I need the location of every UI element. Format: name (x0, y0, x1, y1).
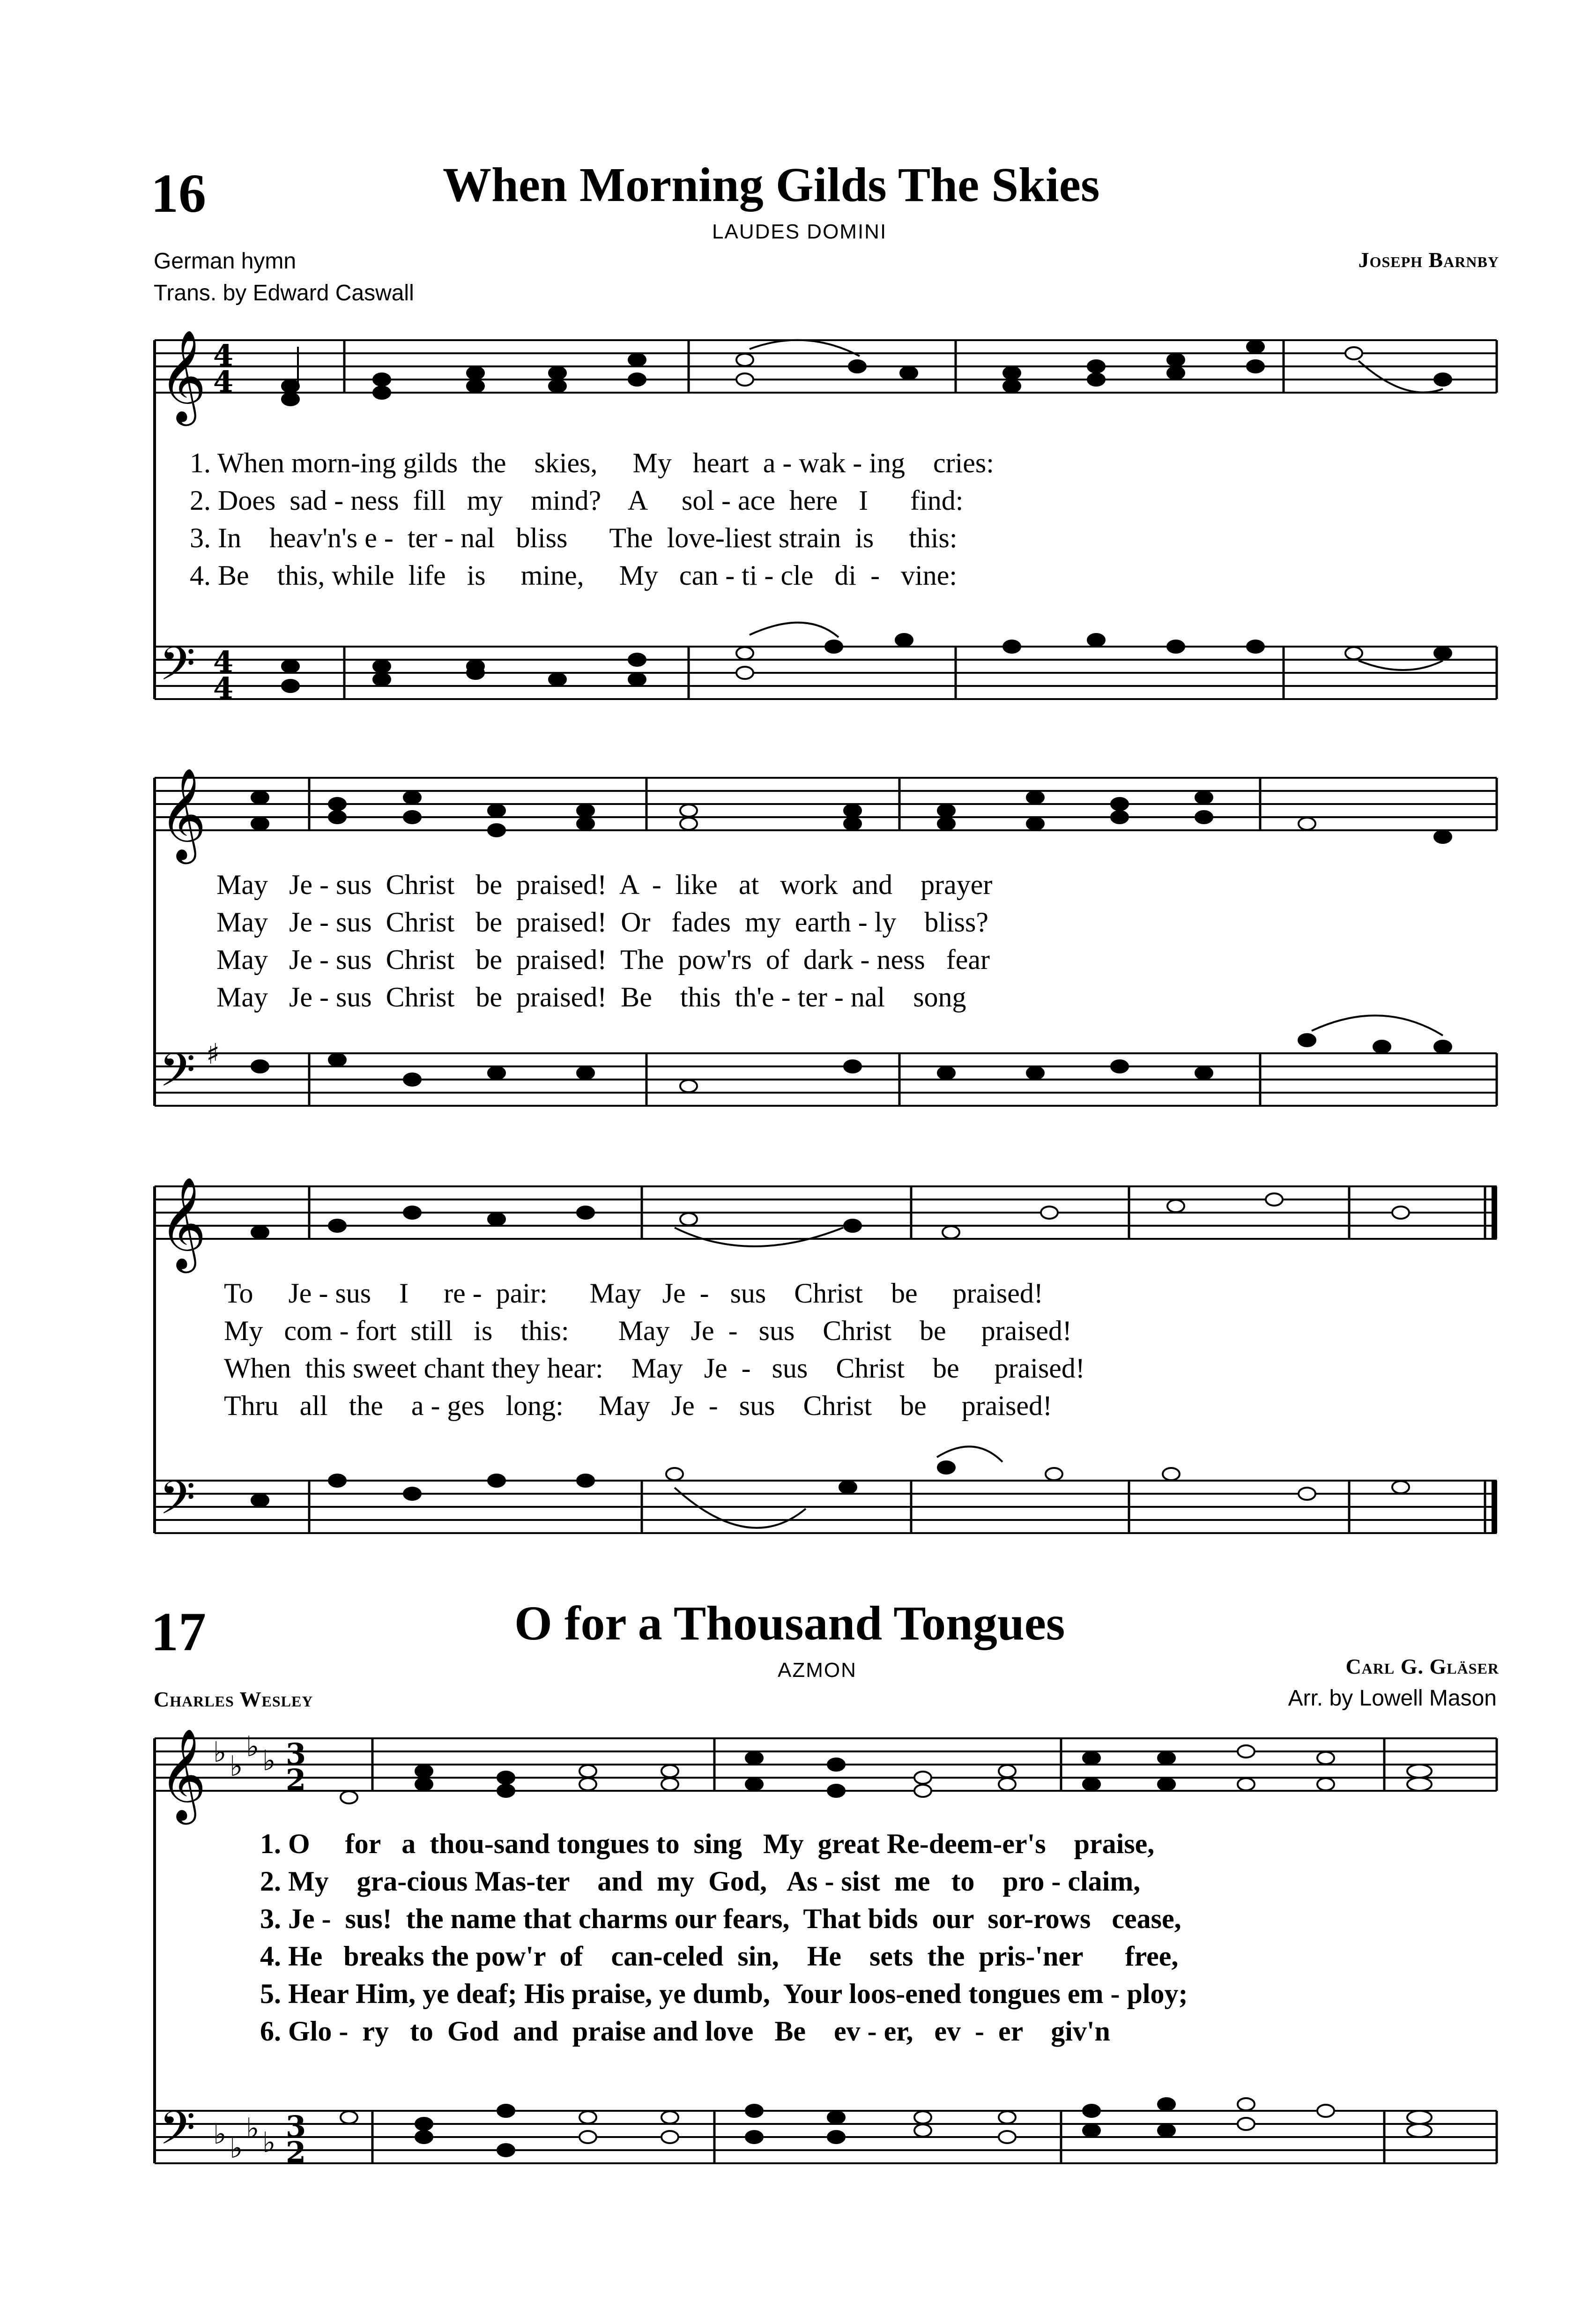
hymn-number: 16 (151, 163, 206, 224)
system3-lyrics (224, 1274, 1085, 1424)
verse-line: 4. He breaks the pow'r of can-celed sin, He sets the pris-'ner free, (260, 1941, 1179, 1972)
svg-text:♭: ♭ (262, 2126, 276, 2159)
verse-line: May Je - sus Christ be praised! The pow'rs of dark - ness fear (216, 944, 990, 975)
svg-text:♭: ♭ (213, 1736, 227, 1769)
svg-text:3: 3 (286, 1737, 306, 1771)
arranger-credit: Arr. by Lowell Mason (1288, 1686, 1497, 1711)
svg-text:4: 4 (213, 338, 234, 372)
svg-text:𝄞: 𝄞 (159, 1728, 207, 1821)
verse-line: When this sweet chant they hear: May Je - sus Christ be praised! (224, 1353, 1085, 1384)
svg-text:4: 4 (213, 645, 234, 679)
svg-text:2: 2 (286, 1763, 306, 1797)
verse-line: 1. When morn-ing gilds the skies, My heart a - wak - ing cries: (190, 447, 994, 478)
svg-text:𝄢: 𝄢 (159, 1043, 196, 1109)
verse-line: 1. O for a thou-sand tongues to sing My great Re-deem-er's praise, (260, 1828, 1155, 1859)
words-origin: German hymn (154, 249, 297, 274)
tune-name: LAUDES DOMINI (712, 220, 887, 243)
verse-line: 3. In heav'n's e - ter - nal bliss The love-liest strain is this: (190, 522, 958, 553)
verse-line: 5. Hear Him, ye deaf; His praise, ye dumb, Your loos-ened tongues em - ploy; (260, 1978, 1188, 2009)
author-credit: Charles Wesley (154, 1687, 313, 1711)
hymn17-lyrics (260, 1825, 1188, 2050)
svg-text:♭: ♭ (230, 2132, 243, 2165)
verse-line: May Je - sus Christ be praised! A - like at work and prayer (216, 869, 993, 900)
svg-text:𝄞: 𝄞 (159, 767, 207, 860)
svg-text:♯: ♯ (206, 1038, 220, 1071)
svg-text:♭: ♭ (262, 1744, 276, 1777)
verse-line: 6. Glo - ry to God and praise and love Be ev - er, ev - er giv'n (260, 2016, 1110, 2047)
hymn-number: 17 (151, 1601, 206, 1662)
svg-text:4: 4 (213, 671, 234, 705)
verse-line: Thru all the a - ges long: May Je - sus Christ be praised! (224, 1390, 1053, 1421)
verse-line: 3. Je - sus! the name that charms our fears, That bids our sor-rows cease, (260, 1903, 1181, 1934)
verse-line: My com - fort still is this: May Je - sus Christ be praised! (224, 1315, 1072, 1346)
svg-text:2: 2 (286, 2135, 306, 2169)
svg-text:4: 4 (213, 365, 234, 399)
svg-text:𝄞: 𝄞 (159, 1177, 207, 1269)
system1-lyrics (190, 444, 994, 594)
svg-text:♭: ♭ (246, 1730, 260, 1763)
tune-name: AZMON (778, 1659, 857, 1682)
verse-line: 2. My gra-cious Mas-ter and my God, As - sist me to pro - claim, (260, 1866, 1141, 1897)
svg-text:♭: ♭ (213, 2118, 227, 2151)
translator-credit: Trans. by Edward Caswall (154, 281, 414, 305)
composer-credit: Carl G. Gläser (1345, 1654, 1499, 1678)
bass-clef-icon: 𝄢 (159, 637, 196, 702)
verse-line: To Je - sus I re - pair: May Je - sus Christ be praised! (224, 1278, 1043, 1309)
verse-line: May Je - sus Christ be praised! Or fades my earth - ly bliss? (216, 907, 989, 938)
verse-line: May Je - sus Christ be praised! Be this th'e - ter - nal song (216, 982, 966, 1013)
system2-lyrics (216, 866, 992, 1016)
svg-text:♭: ♭ (246, 2112, 260, 2145)
treble-clef-icon: 𝄞 (159, 329, 207, 422)
hymn-title: O for a Thousand Tongues (514, 1596, 1065, 1650)
svg-text:𝄢: 𝄢 (159, 1471, 196, 1536)
svg-text:♭: ♭ (230, 1750, 243, 1783)
hymn-title: When Morning Gilds The Skies (443, 158, 1100, 212)
verse-line: 4. Be this, while life is mine, My can - ti - cle di - vine: (190, 560, 958, 591)
svg-text:𝄢: 𝄢 (159, 2101, 196, 2167)
composer-credit: Joseph Barnby (1358, 248, 1499, 272)
verse-line: 2. Does sad - ness fill my mind? A sol - ace here I find: (190, 485, 964, 516)
svg-text:3: 3 (286, 2109, 306, 2144)
